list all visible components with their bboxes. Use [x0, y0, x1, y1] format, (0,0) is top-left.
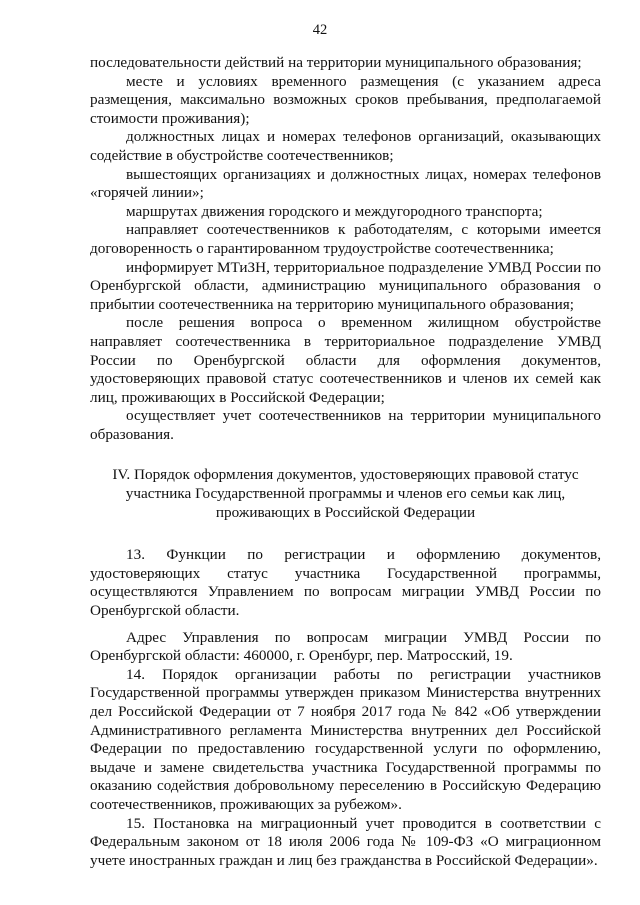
section-heading	[90, 466, 601, 522]
document-body	[90, 54, 601, 870]
list-item: вышестоящих организациях и должностных лицах, номерах телефонов «горячей линии»;	[90, 165, 601, 202]
list-item: после решения вопроса о временном жилищном обустройстве направляет соотечественника в территориальное подразделение УМВД России по Оренбургской области для оформления документов, удостоверяющих правовой статус соотечественников и членов их семей как лиц, проживающих в Российской Федерации;	[90, 314, 601, 406]
list-item: месте и условиях временного размещения (с указанием адреса размещения, максимально возможных сроков пребывания, предполагаемой стоимости проживания);	[90, 72, 601, 127]
paragraph-14: 14. Порядок организации работы по регистрации участников Государственной программы утвержден приказом Министерства внутренних дел Российской Федерации от 7 ноября 2017 года № 842 «Об утверждении Административного регламента Министерства внутренних дел Российской Федерации по предоставлению государственной услуги по оформлению, выдаче и замене свидетельства участника Государственной программы по оказанию содействия добровольному переселению в Российскую Федерацию соотечественников, проживающих за рубежом».	[90, 665, 601, 813]
paragraph-15: 15. Постановка на миграционный учет проводится в соответствии с Федеральным законом от 18 июля 2006 года № 109-ФЗ «О миграционном учете иностранных граждан и лиц без гражданства в Российской Федерации».	[90, 814, 601, 869]
list-item: информирует МТиЗН, территориальное подразделение УМВД России по Оренбургской области, администрацию муниципального образования о прибытии соотечественника на территорию муниципального образования;	[90, 258, 601, 313]
section-heading-line: участника Государственной программы и членов его семьи как лиц,	[125, 485, 566, 503]
paragraph-13: 13. Функции по регистрации и оформлению документов, удостоверяющих статус участника Государственной программы, осуществляются Управлением по вопросам миграции УМВД России по Оренбургской области.	[90, 546, 601, 620]
section-heading-line: IV. Порядок оформления документов, удостоверяющих правовой статус	[112, 466, 579, 484]
section-heading-line: проживающих в Российской Федерации	[215, 503, 476, 521]
list-item: направляет соотечественников к работодателям, с которыми имеется договоренность о гарантированном трудоустройстве соотечественника;	[90, 221, 601, 257]
spacer	[90, 621, 601, 629]
list-item: осуществляет учет соотечественников на территории муниципального образования.	[90, 407, 601, 443]
list-item: должностных лицах и номерах телефонов организаций, оказывающих содействие в обустройстве соотечественников;	[90, 128, 601, 164]
list-item: маршрутах движения городского и междугородного транспорта;	[126, 202, 543, 220]
paragraph-address: Адрес Управления по вопросам миграции УМВД России по Оренбургской области: 460000, г. Оренбург, пер. Матросский, 19.	[90, 628, 601, 665]
list-item: последовательности действий на территории муниципального образования;	[90, 54, 582, 71]
page-number: 42	[312, 22, 328, 38]
